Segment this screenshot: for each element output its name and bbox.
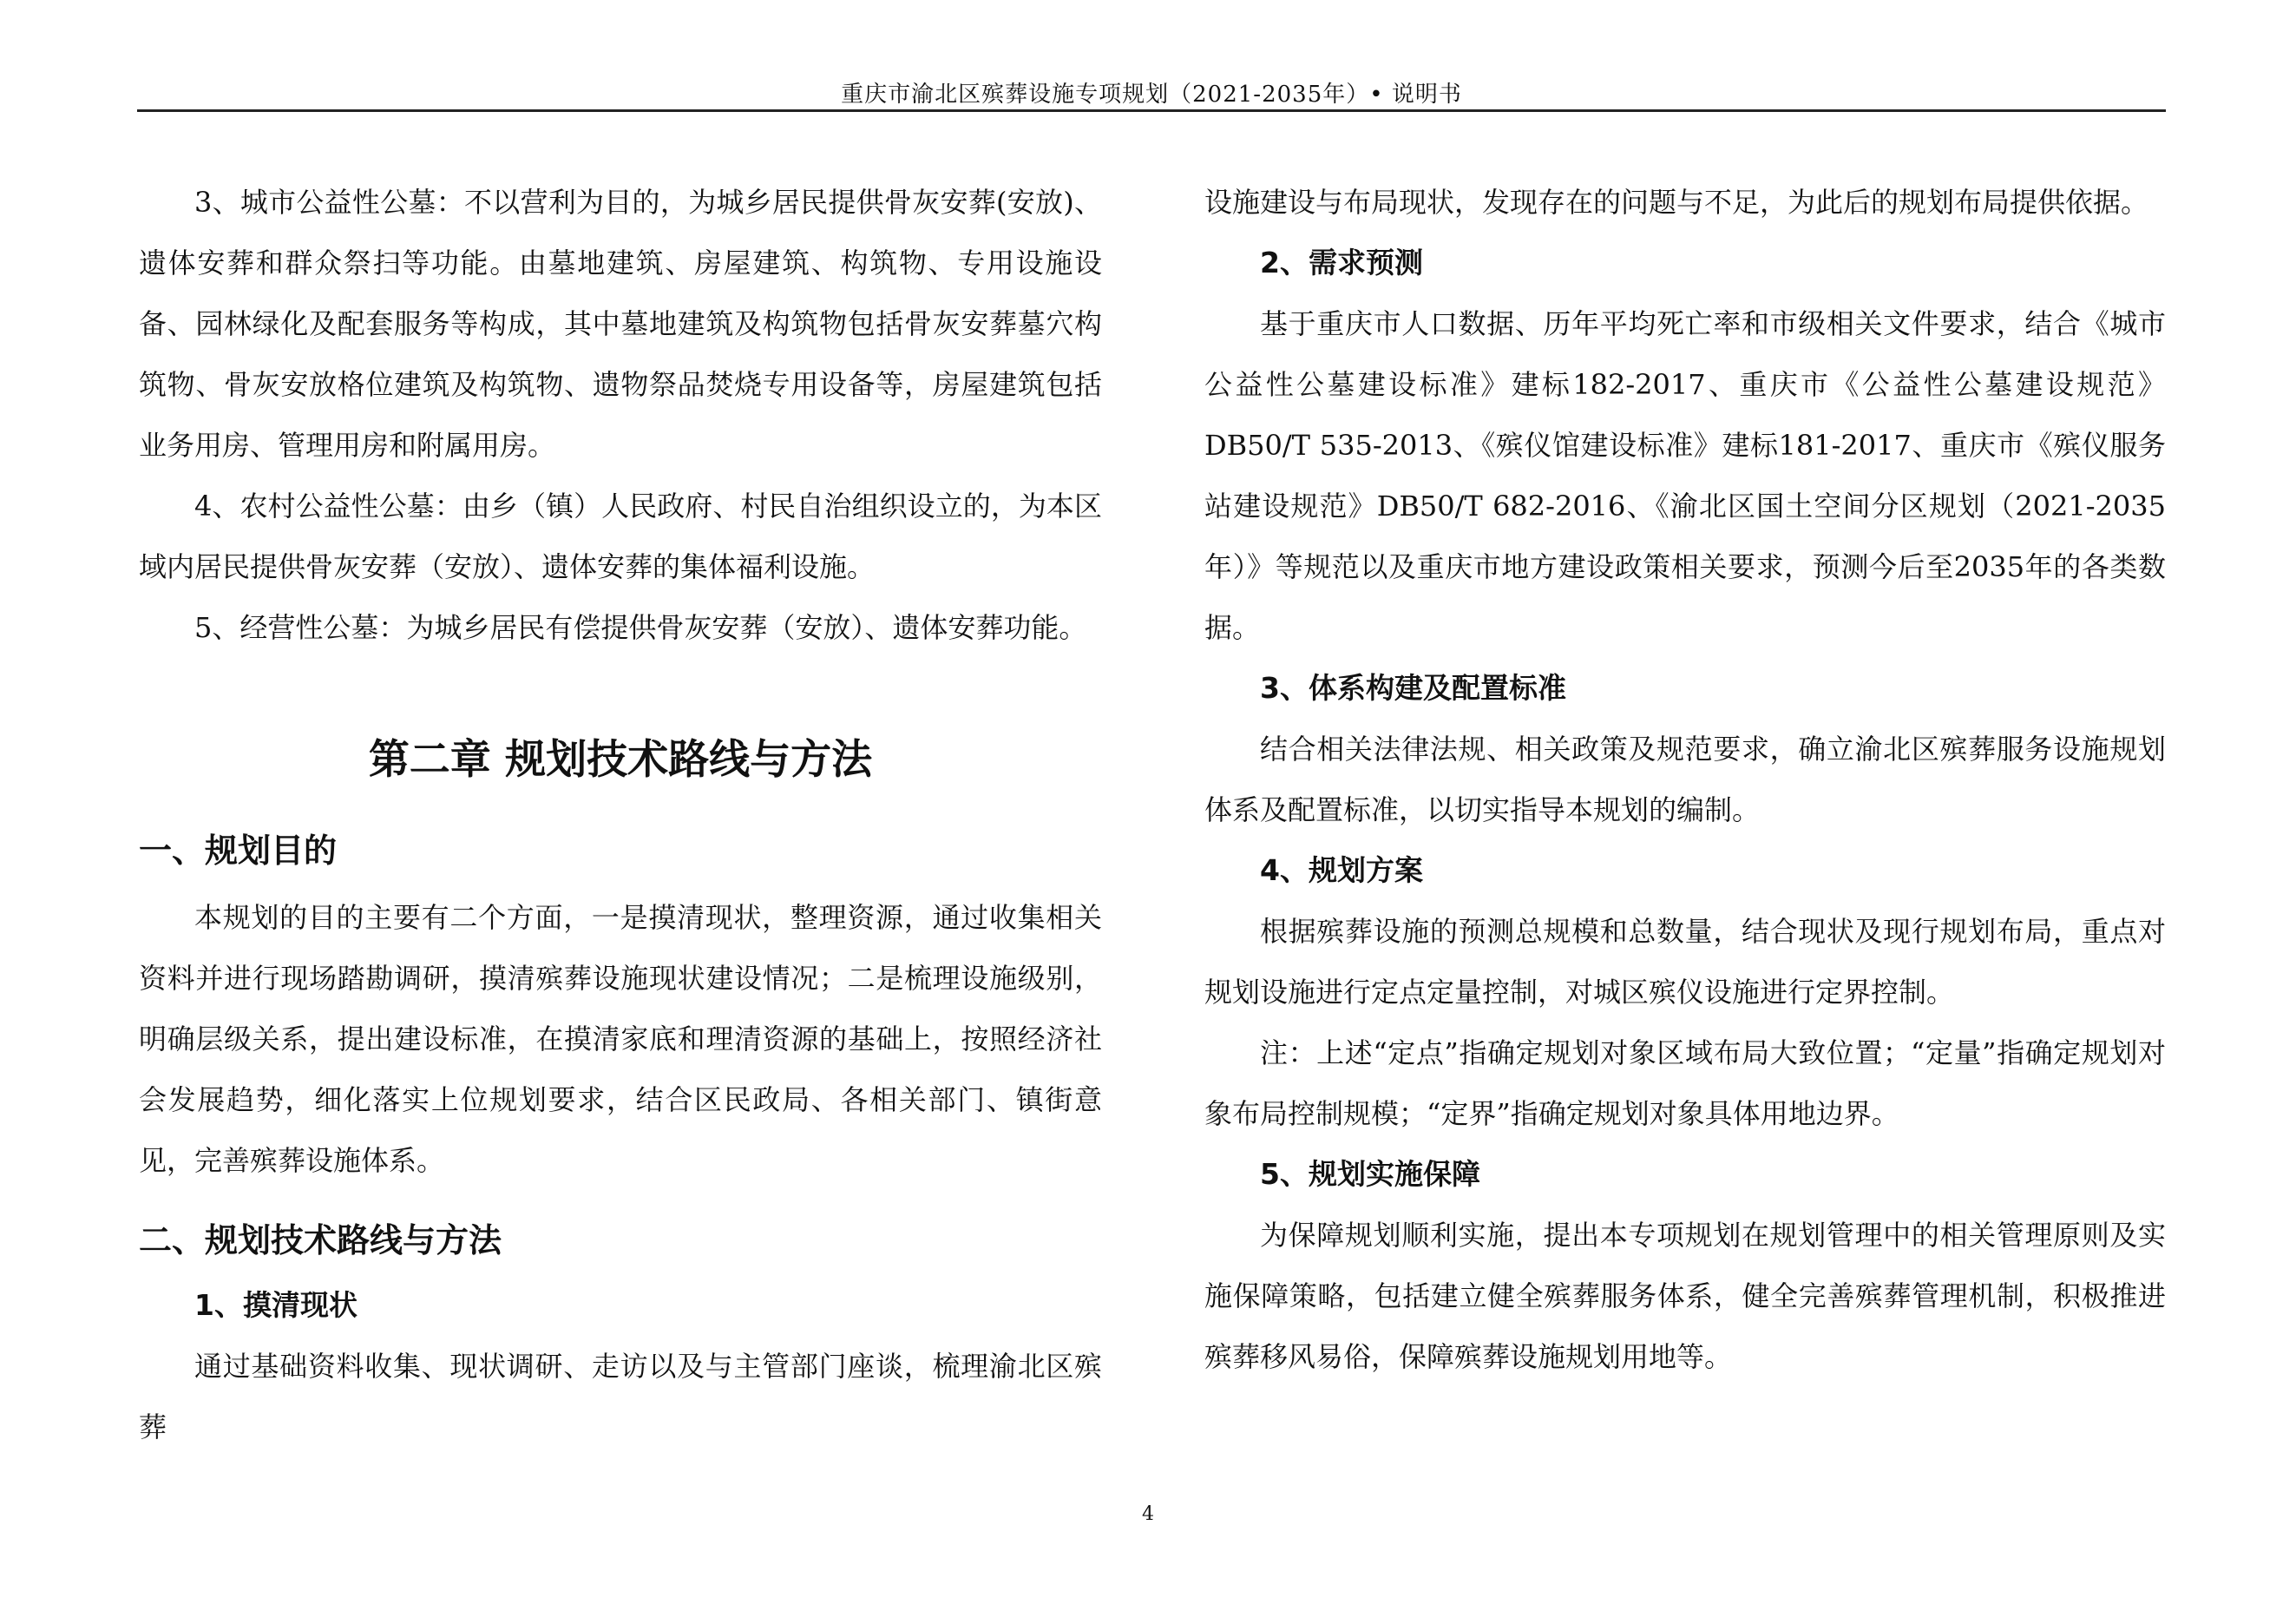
paragraph-planning-scheme-note: 注：上述“定点”指确定规划对象区域布局大致位置；“定量”指确定规划对象布局控制规模；“定界”指确定规划对象具体用地边界。 xyxy=(1204,1036,2166,1130)
subsection-title-system-standards: 3、体系构建及配置标准 xyxy=(1260,671,1566,705)
paragraph-survey-continued: 设施建设与布局现状，发现存在的问题与不足，为此后的规划布局提供依据。 xyxy=(1204,186,2149,219)
paragraph-system-standards: 结合相关法律法规、相关政策及规范要求，确立渝北区殡葬服务设施规划体系及配置标准，以切实指导本规划的编制。 xyxy=(1204,733,2166,826)
paragraph-urban-public-cemetery: 3、城市公益性公墓：不以营利为目的，为城乡居民提供骨灰安葬(安放)、遗体安葬和群众祭扫等功能。由墓地建筑、房屋建筑、构筑物、专用设施设备、园林绿化及配套服务等构成，其中墓地建筑及构筑物包括骨灰安葬墓穴构筑物、骨灰安放格位建筑及构筑物、遗物祭品焚烧专用设备等，房屋建筑包括业务用房、管理用房和附属用房。 xyxy=(139,186,1102,462)
paragraph-planning-purpose: 本规划的目的主要有二个方面，一是摸清现状，整理资源，通过收集相关资料并进行现场踏勘调研，摸清殡葬设施现状建设情况；二是梳理设施级别，明确层级关系，提出建设标准，在摸清家底和理清资源的基础上，按照经济社会发展趋势，细化落实上位规划要求，结合区民政局、各相关部门、镇街意见，完善殡葬设施体系。 xyxy=(139,901,1102,1177)
section-title-technical-route: 二、规划技术路线与方法 xyxy=(139,1221,502,1259)
chapter-title: 第二章 规划技术路线与方法 xyxy=(368,736,873,784)
paragraph-survey-start: 通过基础资料收集、现状调研、走访以及与主管部门座谈，梳理渝北区殡葬 xyxy=(139,1350,1102,1443)
section-title-planning-purpose: 一、规划目的 xyxy=(139,832,338,870)
left-column xyxy=(139,172,1102,1457)
paragraph-commercial-cemetery: 5、经营性公墓：为城乡居民有偿提供骨灰安葬（安放）、遗体安葬功能。 xyxy=(194,611,1087,644)
subsection-title-implementation: 5、规划实施保障 xyxy=(1260,1157,1480,1191)
header-rule xyxy=(137,109,2166,112)
running-header: 重庆市渝北区殡葬设施专项规划（2021-2035年）• 说明书 xyxy=(841,82,1462,108)
subsection-title-survey: 1、摸清现状 xyxy=(194,1288,358,1322)
paragraph-planning-scheme: 根据殡葬设施的预测总规模和总数量，结合现状及现行规划布局，重点对规划设施进行定点定量控制，对城区殡仪设施进行定界控制。 xyxy=(1204,915,2166,1009)
right-column xyxy=(1204,172,2166,1387)
paragraph-demand-forecast: 基于重庆市人口数据、历年平均死亡率和市级相关文件要求，结合《城市公益性公墓建设标准》建标182-2017、重庆市《公益性公墓建设规范》DB50/T 535-2013、《殡仪馆建设标准》建标181-2017、重庆市《殡仪服务站建设规范》DB50/T 682-2016、《渝北区国土空间分区规划（2021-2035年）》等规范以及重庆市地方建设政策相关要求，预测今后至2035年的各类数据。 xyxy=(1204,307,2166,644)
subsection-title-planning-scheme: 4、规划方案 xyxy=(1260,853,1423,887)
paragraph-implementation: 为保障规划顺利实施，提出本专项规划在规划管理中的相关管理原则及实施保障策略，包括建立健全殡葬服务体系，健全完善殡葬管理机制，积极推进殡葬移风易俗，保障殡葬设施规划用地等。 xyxy=(1204,1219,2166,1373)
page-number: 4 xyxy=(1142,1503,1154,1525)
paragraph-rural-public-cemetery: 4、农村公益性公墓：由乡（镇）人民政府、村民自治组织设立的，为本区域内居民提供骨灰安葬（安放）、遗体安葬的集体福利设施。 xyxy=(139,490,1102,583)
subsection-title-demand-forecast: 2、需求预测 xyxy=(1260,246,1423,279)
